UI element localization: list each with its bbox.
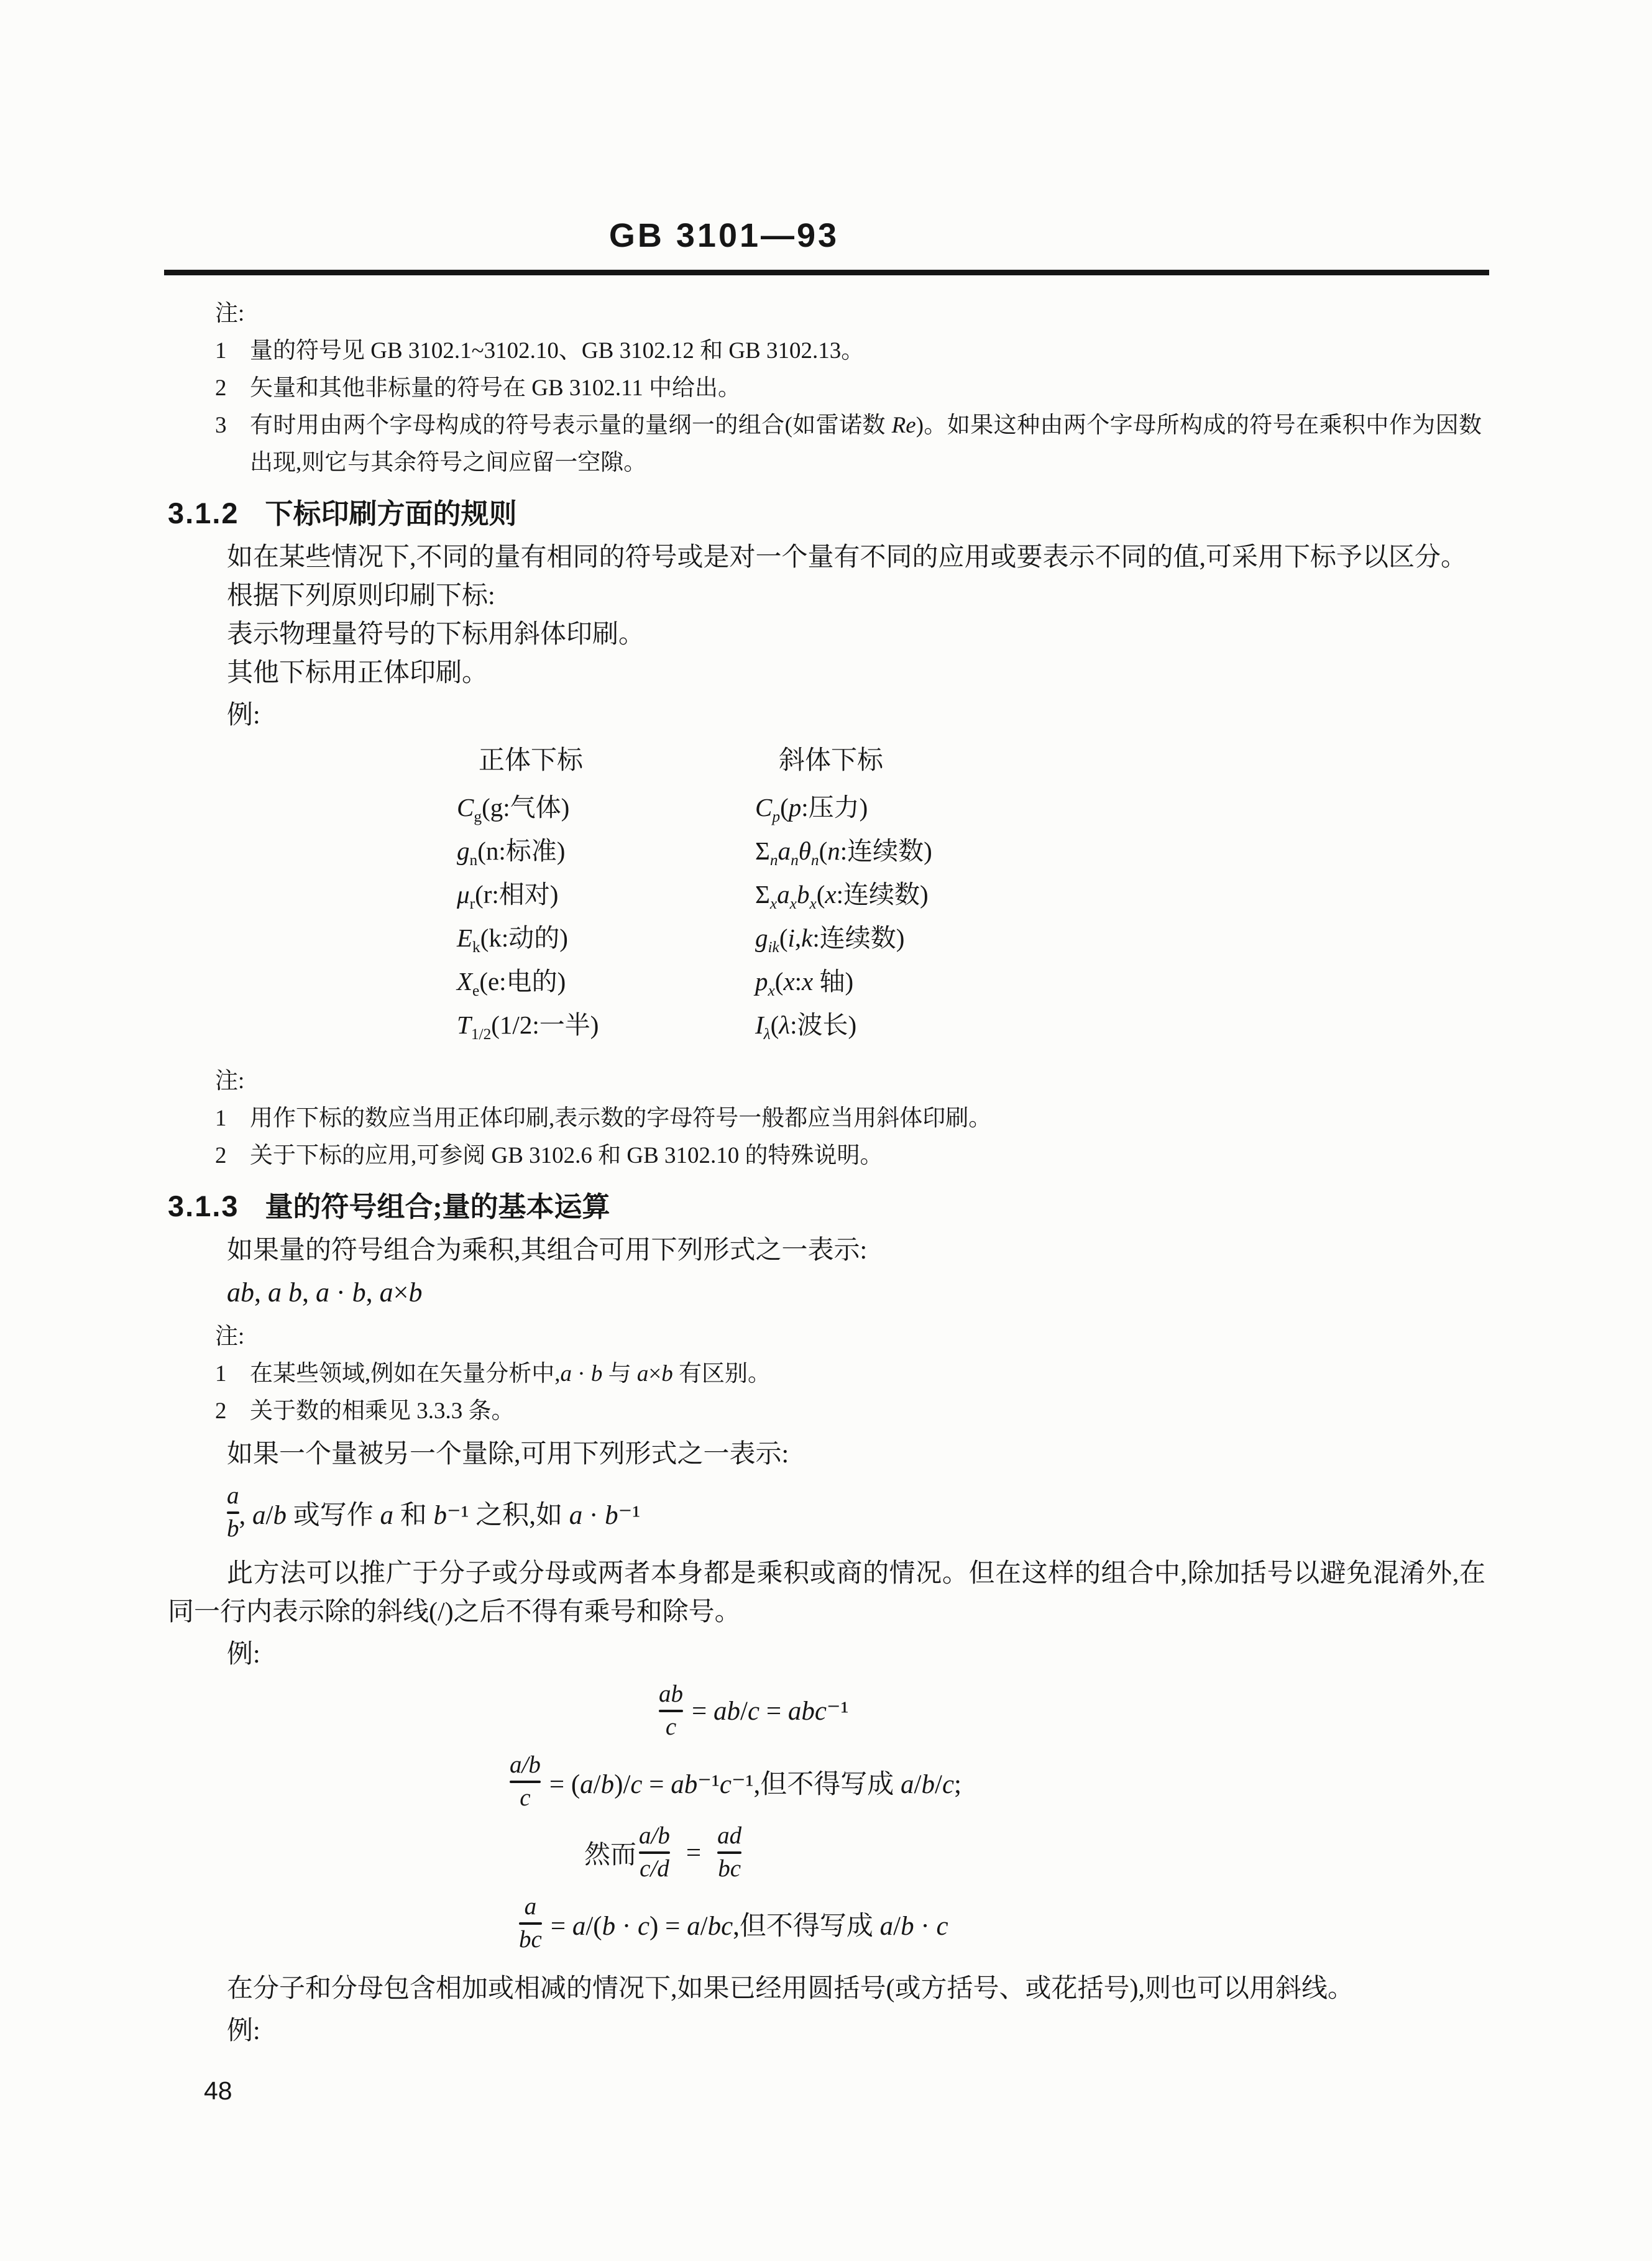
table-cell: $T_{1/2}(1/2$:一半) [457,1011,599,1043]
column-header-italic: 斜体下标 [779,746,884,775]
table-row [457,1003,1485,1047]
fraction [227,1484,239,1542]
division-forms-text: , a/b 或写作 a 和 b⁻¹ 之积,如 a · b⁻¹ [239,1500,641,1530]
table-row [457,960,1485,1003]
section-number: 3.1.3 [168,1190,239,1222]
fraction [639,1823,670,1882]
note-item [215,1355,1485,1393]
fraction-denominator: c/d [640,1855,669,1882]
formula-text: = ab/c = abc⁻¹ [692,1697,849,1726]
note-text: 有时用由两个字母构成的符号表示量的量纲一的组合(如雷诺数 Re)。如果这种由两个字母所构成的符号在乘积中作为因数出现,则它与其余符号之间应留一空隙。 [250,413,1482,475]
formula-row [584,1819,1485,1886]
table-cell: $\Sigma_na_n\theta_n(n$:连续数) [755,837,932,869]
note-item [215,1393,1485,1430]
table-row [457,916,1485,960]
paragraph: 此方法可以推广于分子或分母或两者本身都是乘积或商的情况。但在这样的组合中,除加括号以避免混淆外,在同一行内表示除的斜线(/)之后不得有乘号和除号。 [168,1559,1485,1626]
table-row [457,829,1485,873]
notes-label: 注: [215,1324,245,1349]
formula-row [659,1677,1485,1745]
fraction-numerator: a/b [639,1822,670,1850]
table-cell: $\Sigma_xa_xb_x(x$:连续数) [755,880,929,913]
section-heading-3-1-3 [168,1187,1485,1226]
note-text: 矢量和其他非标量的符号在 GB 3102.11 中给出。 [250,375,741,401]
table-cell: $g_{ik}(i,k$:连续数) [755,924,905,956]
note-number: 3 [215,413,227,438]
paragraph: 表示物理量符号的下标用斜体印刷。 [227,620,645,649]
note-number: 1 [215,1361,227,1387]
paragraph: 如果量的符号组合为乘积,其组合可用下列形式之一表示: [227,1236,868,1265]
table-cell: $I_\lambda(\lambda$:波长) [755,1011,857,1043]
section-heading-3-1-2 [168,494,1485,533]
fraction-bar [639,1851,670,1854]
subscript-examples-table [457,741,1485,1047]
note-number: 1 [215,1106,227,1131]
table-cell: $C_g(g$:气体) [457,793,570,826]
paragraph: 其他下标用正体印刷。 [227,659,489,687]
table-cell: $p_x(x:x$ 轴) [755,967,854,1000]
note-item [215,1100,1485,1137]
table-header-row [457,741,1485,781]
fraction-numerator: a [524,1893,537,1920]
fraction-denominator: c [520,1784,531,1811]
fraction-numerator: ad [717,1822,742,1850]
fraction-bar [519,1922,542,1925]
fraction-numerator: a/b [510,1751,541,1779]
paragraph: 如果一个量被另一个量除,可用下列形式之一表示: [227,1440,789,1469]
note-number: 1 [215,338,227,364]
fraction [659,1682,683,1740]
paragraph: 如在某些情况下,不同的量有相同的符号或是对一个量有不同的应用或要表示不同的值,可采用下标予以区分。 [227,543,1467,572]
fraction [510,1753,541,1811]
note-number: 2 [215,1398,227,1424]
fraction-bar [227,1511,239,1514]
formula-row [510,1748,1485,1815]
example-label: 例: [227,1640,260,1669]
note-text: 用作下标的数应当用正体印刷,表示数的字母符号一般都应当用斜体印刷。 [250,1106,992,1131]
section-number: 3.1.2 [168,497,239,530]
fraction-denominator: bc [519,1926,542,1953]
fraction-numerator: a [227,1482,239,1510]
note-number: 2 [215,1143,227,1168]
note-text: 在某些领域,例如在矢量分析中,a · b 与 a×b 有区别。 [250,1361,771,1387]
table-cell: $X_e(e$:电的) [457,967,566,1000]
notes-label: 注: [215,1068,245,1094]
division-forms-line [227,1480,1485,1546]
fraction [519,1894,542,1953]
note-text: 关于数的相乘见 3.3.3 条。 [250,1398,515,1424]
fraction-denominator: bc [718,1855,741,1882]
table-cell: $C_p(p$:压力) [755,793,868,826]
table-row [457,873,1485,916]
header-rule [164,270,1489,275]
example-label: 例: [227,2017,260,2045]
fraction-bar [717,1851,741,1854]
fraction [717,1823,741,1882]
column-header-upright: 正体下标 [479,746,584,775]
page-number: 48 [204,2076,232,2105]
notes-top-label: 注: [215,301,245,326]
notes-after-table [168,1063,1485,1175]
formula-text: = (a/b)/c = ab⁻¹c⁻¹,但不得写成 a/b/c; [549,1769,961,1799]
standard-number: GB 3101—93 [608,217,840,254]
note-number: 2 [215,375,227,401]
note-item [215,407,1485,482]
page-header [65,218,1383,254]
table-row [457,786,1485,829]
paragraph: 根据下列原则印刷下标: [227,582,495,610]
section-title: 下标印刷方面的规则 [265,498,517,530]
equals-sign: = [686,1838,702,1868]
fraction-bar [659,1710,683,1712]
table-cell: $\mu_r(r$:相对) [457,880,559,913]
note-item [215,370,1485,407]
note-item [215,1137,1485,1175]
notes-products [168,1318,1485,1430]
paragraph: 在分子和分母包含相加或相减的情况下,如果已经用圆括号(或方括号、或花括号),则也可以用斜线。 [227,1974,1354,2003]
note-text: 关于下标的应用,可参阅 GB 3102.6 和 GB 3102.10 的特殊说明。 [250,1143,883,1168]
formula-prefix: 然而 [584,1841,637,1869]
formula-row [519,1890,1485,1957]
fraction-denominator: c [665,1713,677,1740]
product-forms: ab, a b, a · b, a×b [227,1277,423,1308]
section-title: 量的符号组合;量的基本运算 [265,1191,610,1222]
table-cell: $g_n(n$:标准) [457,837,566,869]
formula-text: = a/(b · c) = a/bc,但不得写成 a/b · c [550,1911,948,1941]
fraction-denominator: b [227,1515,239,1542]
table-cell: $E_k(k$:动的) [457,924,568,956]
note-text: 量的符号见 GB 3102.1~3102.10、GB 3102.12 和 GB 3102.13。 [250,338,865,364]
fraction-bar [510,1781,541,1783]
note-item [215,332,1485,370]
fraction-numerator: ab [659,1681,683,1708]
example-label: 例: [227,701,260,730]
notes-top [168,295,1485,482]
